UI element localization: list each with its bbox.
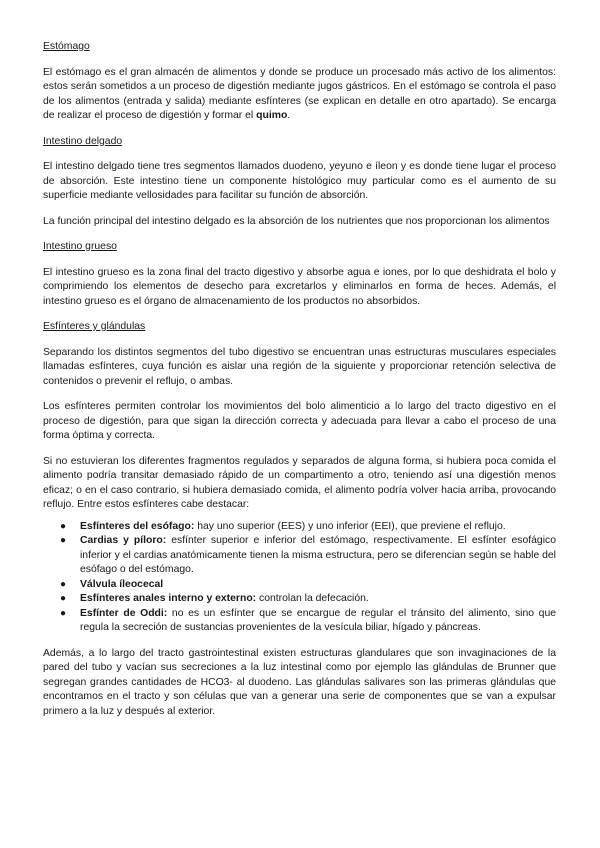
esfinteres-paragraph-1: Separando los distintos segmentos del tubo digestivo se encuentran unas estructuras musculares especiales llamadas esfínteres, cuya función es aislar una región de la siguiente y proporcionar retención selectiva de contenidos o prevenir el reflujo, o ambas. xyxy=(43,346,556,387)
list-item-term: Válvula íleocecal xyxy=(80,578,164,590)
esfinteres-list xyxy=(43,520,556,636)
bullet-icon: ● xyxy=(60,593,67,604)
section-heading-intestino-delgado: Intestino delgado xyxy=(43,135,123,147)
list-item-text: no es un esfínter que se encargue de regular el tránsito del alimento, sino que regula la secreción de sustancias provenientes de la vesícula biliar, hígado y páncreas. xyxy=(80,607,557,633)
section-heading-intestino-grueso: Intestino grueso xyxy=(43,241,117,252)
estomago-text-end: . xyxy=(287,110,291,121)
list-item-text: hay uno superior (EES) y uno inferior (EEI), que previene el reflujo. xyxy=(194,520,506,532)
esfinteres-paragraph-2: Los esfínteres permiten controlar los movimientos del bolo alimenticio a lo largo del tracto digestivo en el proceso de digestión, para que sigan la dirección correcta y adecuada para llevar a cabo el proceso de una forma óptima y correcta. xyxy=(43,401,556,441)
esfinteres-paragraph-3: Si no estuvieran los diferentes fragmentos regulados y separados de alguna forma, si hubiera poca comida el alimento podría transitar demasiado rápido de un compartimento a otro, teniendo así una digestión menos eficaz; o en el caso contrario, si hubiera demasiado comida, el alimento podría volver hacia arriba, provocando reflujo. Entre estos esfínteres cabe destacar: xyxy=(43,455,556,510)
list-item xyxy=(60,520,556,535)
estomago-paragraph xyxy=(43,66,556,124)
section-heading-estomago: Estómago xyxy=(43,41,90,52)
intestino-delgado-paragraph-1: El intestino delgado tiene tres segmentos llamados duodeno, yeyuno e íleon y es donde tiene lugar el proceso de absorción. Este intestino tiene un componente histológico muy particular como es el aumento de su superficie mediante vellosidades para facilitar su función de absorción. xyxy=(43,161,556,201)
list-item-term: Esfínteres anales interno y externo: xyxy=(80,593,257,604)
list-item xyxy=(60,592,556,607)
bullet-icon: ● xyxy=(60,607,67,619)
intestino-delgado-paragraph-2: La función principal del intestino delgado es la absorción de los nutrientes que nos proporcionan los alimentos xyxy=(43,215,550,227)
section-heading-esfinteres: Esfínteres y glándulas xyxy=(43,321,146,332)
list-item-term: Esfínteres del esófago: xyxy=(80,520,195,532)
estomago-text: El estómago es el gran almacén de alimentos y donde se produce un procesado más activo de los alimentos: estos serán sometidos a un proceso de digestión mediante jugos gástricos. En el estómago se controla el paso de los alimentos (entrada y salida) mediante esfínteres (se explican en detalle en otro apartado). Se encarga de realizar el proceso de digestión y formar el xyxy=(43,66,556,121)
list-item-text: esfínter superior e inferior del estómago, respectivamente. El esfínter esofágico inferior y el cardias anatómicamente tienen la misma estructura, pero se diferencian según se hable del esófago o del estómago. xyxy=(80,535,556,575)
bullet-icon: ● xyxy=(60,578,67,590)
list-item-term: Cardias y píloro: xyxy=(80,535,167,546)
bullet-icon: ● xyxy=(60,520,67,532)
list-item xyxy=(60,534,556,578)
bullet-icon: ● xyxy=(60,535,67,546)
esfinteres-paragraph-4: Además, a lo largo del tracto gastrointestinal existen estructuras glandulares que son invaginaciones de la pared del tubo y vacían sus secreciones a la luz intestinal como por ejemplo las glándulas de Brunner que segregan grandes cantidades de HCO3- al duodeno. Las glándulas salivares son las primeras glándulas que encontramos en el tracto y son células que van a generar una serie de componentes que se van a expulsar primero a la luz y después al exterior. xyxy=(43,647,556,717)
intestino-grueso-paragraph: El intestino grueso es la zona final del tracto digestivo y absorbe agua e iones, por lo que deshidrata el bolo y comprimiendo los elementos de desecho para excretarlos y eliminarlos en forma de heces. Además, el intestino grueso es el órgano de almacenamiento de los productos no absorbidos. xyxy=(43,266,556,307)
list-item xyxy=(60,578,556,593)
document-page xyxy=(43,40,556,730)
list-item-term: Esfínter de Oddi: xyxy=(80,607,168,619)
estomago-bold-term: quimo xyxy=(256,110,288,121)
list-item-text: controlan la defecación. xyxy=(256,593,369,604)
list-item xyxy=(60,607,557,636)
